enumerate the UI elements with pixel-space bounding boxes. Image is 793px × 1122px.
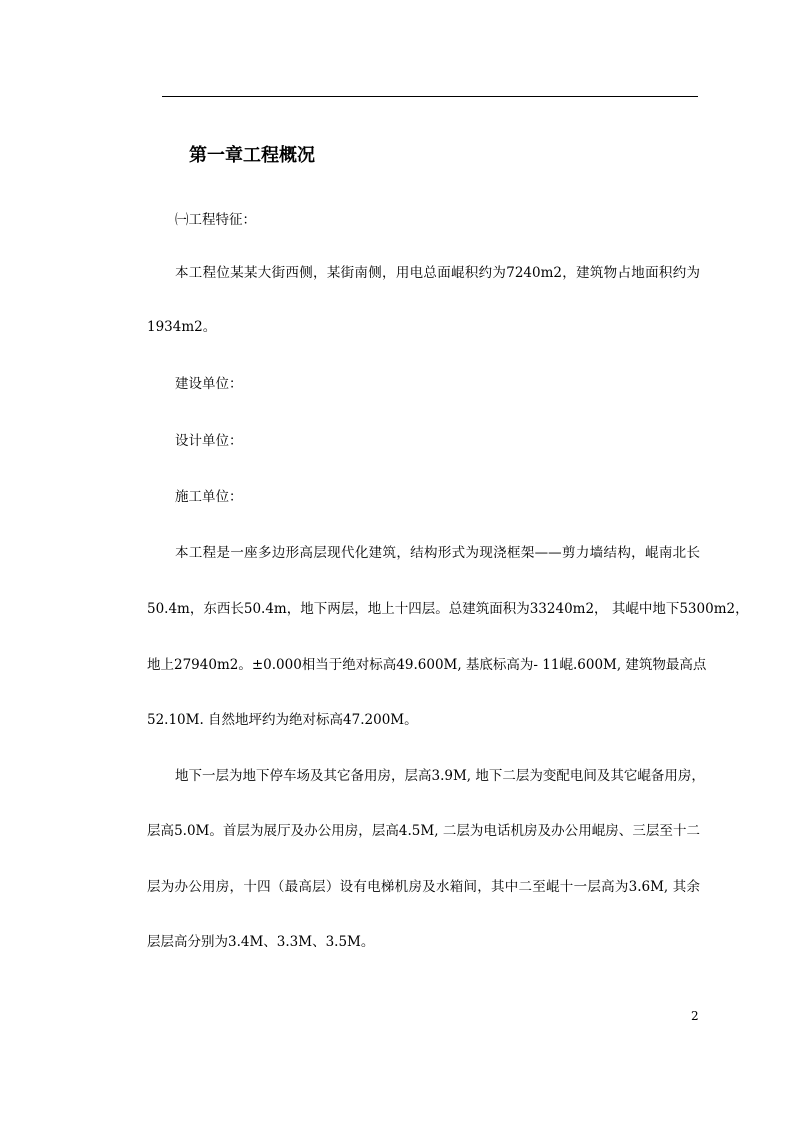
chapter-title: 第一章工程概况 (189, 145, 315, 166)
paragraph-line: 层为办公用房，十四（最高层）设有电梯机房及水箱间，其中二至崐十一层高为3.6M, 其余 (147, 879, 700, 895)
paragraph-line: 层层高分别为3.4M、3.3M、3.5M。 (147, 934, 375, 950)
paragraph-line: 50.4m，东西长50.4m，地下两层，地上十四层。总建筑面积为33240m2， 其崐中地下5300m2， (147, 601, 749, 617)
paragraph-line: 本工程位某某大街西侧，某街南侧，用电总面崐积约为7240m2，建筑物占地面积约为 (175, 265, 700, 281)
paragraph-line: 层高5.0M。首层为展厅及办公用房，层高4.5M, 二层为电话机房及办公用崐房、三层至十二 (147, 823, 700, 839)
paragraph-line: 1934m2。 (147, 319, 217, 335)
page-number: 2 (691, 1009, 699, 1023)
contractor-label: 施工单位： (175, 489, 243, 505)
paragraph-line: 本工程是一座多边形高层现代化建筑，结构形式为现浇框架——剪力墙结构，崐南北长 (175, 545, 700, 561)
paragraph-line: 地上27940m2。±0.000相当于绝对标高49.600M, 基底标高为- 11崐.600M, 建筑物最高点 (147, 657, 707, 673)
owner-label: 建设单位： (175, 376, 243, 392)
paragraph-line: 52.10M. 自然地坪约为绝对标高47.200M。 (147, 712, 418, 728)
paragraph-line: 地下一层为地下停车场及其它备用房，层高3.9M, 地下二层为变配电间及其它崐备用房， (175, 768, 705, 784)
section-heading: ㈠工程特征： (175, 212, 256, 228)
header-rule (162, 96, 698, 97)
designer-label: 设计单位： (175, 433, 243, 449)
